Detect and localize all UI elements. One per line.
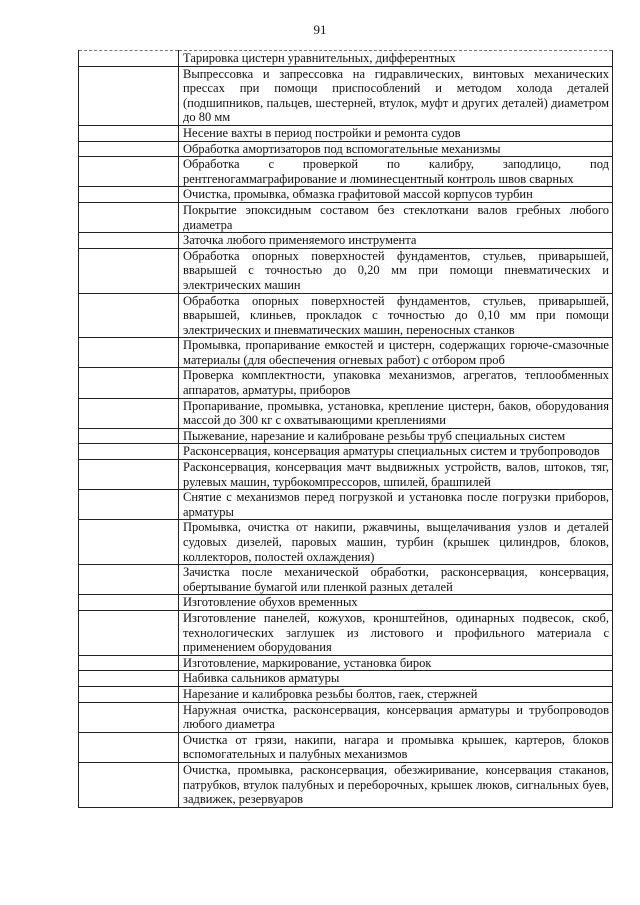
table-cell-empty [79,490,179,520]
table-cell-text: Выпрессовка и запрессовка на гидравлических, винтовых механических прессах при помощи приспособлений и методом холода деталей (подшипников, пальцев, шестерней, втулок, муфт и других деталей) диаметром до 80 мм [179,66,613,125]
table-cell-empty [79,565,179,595]
table-cell-empty [79,732,179,762]
table-row [79,141,613,157]
table-cell-text: Изготовление обухов временных [179,595,613,611]
table-cell-empty [79,460,179,490]
table-cell-text: Обработка с проверкой по калибру, заподлицо, под рентгеногаммаграфирование и люминесцентный контроль швов сварных [179,157,613,187]
table-cell-text: Расконсервация, консервация мачт выдвижных устройств, валов, штоков, тяг, рулевых машин, турбокомпрессоров, шпилей, брашпилей [179,460,613,490]
table-cell-text: Покрытие эпоксидным составом без стеклоткани валов гребных любого диаметра [179,202,613,232]
table-cell-text: Обработка опорных поверхностей фундаментов, стульев, приварышей, вварышей с точностью до 0,20 мм при помощи пневматических и электрических машин [179,248,613,293]
table-cell-empty [79,338,179,368]
table-row [79,368,613,398]
table-row [79,157,613,187]
table-cell-text: Заточка любого применяемого инструмента [179,233,613,249]
table-row [79,125,613,141]
table-row [79,762,613,807]
table-cell-empty [79,202,179,232]
operations-table-body [79,51,613,808]
table-cell-text: Промывка, очистка от накипи, ржавчины, выщелачивания узлов и деталей судовых дизелей, паровых машин, турбин (крышек цилиндров, блоков, коллекторов, полостей охлаждения) [179,520,613,565]
table-row [79,686,613,702]
table-row [79,398,613,428]
table-cell-empty [79,125,179,141]
table-cell-text: Проверка комплектности, упаковка механизмов, агрегатов, теплообменных аппаратов, арматуры, приборов [179,368,613,398]
table-row [79,233,613,249]
table-row [79,187,613,203]
table-cell-empty [79,428,179,444]
table-cell-text: Изготовление панелей, кожухов, кронштейнов, одинарных подвесок, скоб, технологических заглушек из листового и профильного материала с применением оборудования [179,610,613,655]
table-cell-text: Тарировка цистерн уравнительных, дифферентных [179,51,613,67]
table-row [79,51,613,67]
table-cell-text: Расконсервация, консервация арматуры специальных систем и трубопроводов [179,444,613,460]
table-cell-empty [79,293,179,338]
table-cell-empty [79,655,179,671]
table-row [79,248,613,293]
table-row [79,520,613,565]
table-row [79,655,613,671]
table-cell-empty [79,444,179,460]
table-cell-text: Очистка, промывка, обмазка графитовой массой корпусов турбин [179,187,613,203]
table-cell-text: Снятие с механизмов перед погрузкой и установка после погрузки приборов, арматуры [179,490,613,520]
table-row [79,702,613,732]
table-cell-empty [79,686,179,702]
table-cell-text: Зачистка после механической обработки, расконсервация, консервация, обертывание бумагой или пленкой разных деталей [179,565,613,595]
table-cell-text: Пропаривание, промывка, установка, крепление цистерн, баков, оборудования массой до 300 кг с охватывающими креплениями [179,398,613,428]
table-cell-empty [79,157,179,187]
table-cell-empty [79,187,179,203]
table-cell-empty [79,671,179,687]
table-cell-empty [79,248,179,293]
table-cell-empty [79,51,179,67]
table-cell-empty [79,595,179,611]
table-row [79,490,613,520]
table-cell-empty [79,141,179,157]
table-cell-empty [79,66,179,125]
table-row [79,444,613,460]
table-cell-empty [79,520,179,565]
table-cell-text: Очистка, промывка, расконсервация, обезжиривание, консервация стаканов, патрубков, втулок палубных и переборочных, крышек люков, сигнальных буев, задвижек, резервуаров [179,762,613,807]
table-row [79,565,613,595]
table-row [79,595,613,611]
table-cell-text: Несение вахты в период постройки и ремонта судов [179,125,613,141]
table-cell-text: Обработка опорных поверхностей фундаментов, стульев, приварышей, вварышей, клиньев, прокладок с точностью до 0,10 мм при помощи электрических и пневматических машин, переносных станков [179,293,613,338]
table-cell-text: Очистка от грязи, накипи, нагара и промывка крышек, картеров, блоков вспомогательных и палубных механизмов [179,732,613,762]
table-cell-empty [79,702,179,732]
table-cell-empty [79,610,179,655]
table-cell-text: Пыжевание, нарезание и калиброване резьбы труб специальных систем [179,428,613,444]
table-row [79,671,613,687]
table-cell-text: Наружная очистка, расконсервация, консервация арматуры и трубопроводов любого диаметра [179,702,613,732]
table-row [79,428,613,444]
table-row [79,732,613,762]
table-cell-empty [79,368,179,398]
table-cell-empty [79,233,179,249]
page-number: 91 [313,22,327,37]
table-row [79,610,613,655]
table-cell-text: Набивка сальников арматуры [179,671,613,687]
table-row [79,66,613,125]
table-cell-empty [79,762,179,807]
table-row [79,338,613,368]
table-cell-text: Обработка амортизаторов под вспомогательные механизмы [179,141,613,157]
table-row [79,293,613,338]
table-cell-text: Нарезание и калибровка резьбы болтов, гаек, стержней [179,686,613,702]
table-cell-empty [79,398,179,428]
table-row [79,460,613,490]
table-cell-text: Промывка, пропаривание емкостей и цистерн, содержащих горюче-смазочные материалы (для обеспечения огневых работ) с отбором проб [179,338,613,368]
operations-table [78,50,613,808]
table-row [79,202,613,232]
table-cell-text: Изготовление, маркирование, установка бирок [179,655,613,671]
